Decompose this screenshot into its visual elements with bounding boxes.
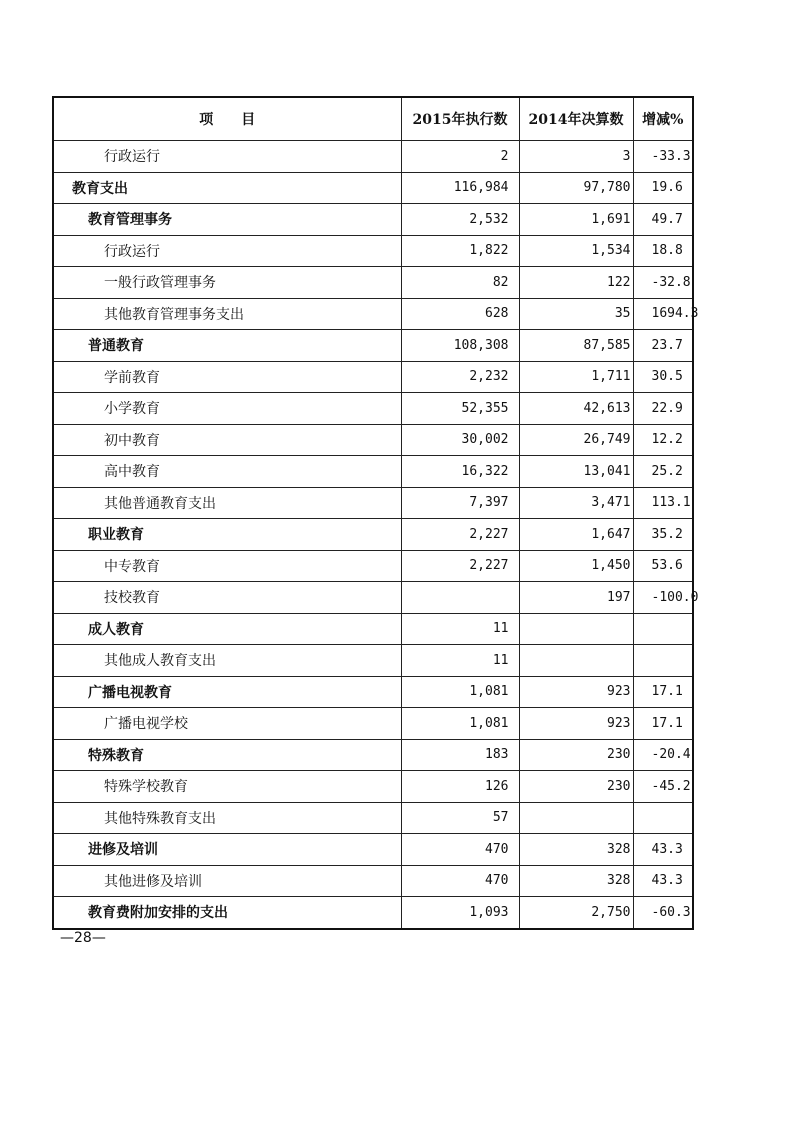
budget-table-container (52, 96, 699, 930)
row-final-2014: 35 (519, 298, 633, 330)
row-exec-2015: 470 (401, 865, 519, 897)
row-final-2014: 3 (519, 141, 633, 173)
table-row (53, 298, 693, 330)
row-item-name: 中专教育 (53, 550, 401, 582)
row-item-name: 初中教育 (53, 424, 401, 456)
table-row (53, 865, 693, 897)
header-final-2014: 2014年决算数 (519, 97, 633, 141)
table-row (53, 771, 693, 803)
row-item-name: 成人教育 (53, 613, 401, 645)
row-final-2014: 87,585 (519, 330, 633, 362)
row-exec-2015: 2,227 (401, 519, 519, 551)
row-final-2014: 230 (519, 739, 633, 771)
row-final-2014: 42,613 (519, 393, 633, 425)
row-change-pct: 19.6 (633, 172, 693, 204)
row-item-name: 特殊教育 (53, 739, 401, 771)
table-row (53, 330, 693, 362)
row-final-2014: 97,780 (519, 172, 633, 204)
table-row (53, 582, 693, 614)
row-item-name: 行政运行 (53, 141, 401, 173)
row-exec-2015: 7,397 (401, 487, 519, 519)
row-item-name: 其他特殊教育支出 (53, 802, 401, 834)
row-exec-2015: 11 (401, 645, 519, 677)
row-change-pct: -20.4 (633, 739, 693, 771)
row-final-2014: 2,750 (519, 897, 633, 929)
row-final-2014 (519, 802, 633, 834)
table-row (53, 708, 693, 740)
row-exec-2015: 11 (401, 613, 519, 645)
table-row (53, 424, 693, 456)
row-item-name: 广播电视教育 (53, 676, 401, 708)
row-item-name: 职业教育 (53, 519, 401, 551)
row-item-name: 一般行政管理事务 (53, 267, 401, 299)
row-final-2014: 1,534 (519, 235, 633, 267)
row-change-pct (633, 613, 693, 645)
row-exec-2015: 108,308 (401, 330, 519, 362)
row-exec-2015: 1,093 (401, 897, 519, 929)
row-item-name: 进修及培训 (53, 834, 401, 866)
row-exec-2015: 52,355 (401, 393, 519, 425)
table-row (53, 267, 693, 299)
header-exec-2015: 2015年执行数 (401, 97, 519, 141)
row-item-name: 学前教育 (53, 361, 401, 393)
row-final-2014: 197 (519, 582, 633, 614)
row-exec-2015: 57 (401, 802, 519, 834)
row-final-2014: 26,749 (519, 424, 633, 456)
row-change-pct: -32.8 (633, 267, 693, 299)
row-change-pct: 25.2 (633, 456, 693, 488)
row-final-2014: 13,041 (519, 456, 633, 488)
row-item-name: 其他普通教育支出 (53, 487, 401, 519)
row-item-name: 广播电视学校 (53, 708, 401, 740)
table-row (53, 172, 693, 204)
row-change-pct: 17.1 (633, 708, 693, 740)
row-final-2014 (519, 645, 633, 677)
row-final-2014: 923 (519, 676, 633, 708)
row-change-pct: 53.6 (633, 550, 693, 582)
row-exec-2015: 628 (401, 298, 519, 330)
row-exec-2015: 2,232 (401, 361, 519, 393)
row-change-pct: 113.1 (633, 487, 693, 519)
row-item-name: 技校教育 (53, 582, 401, 614)
row-change-pct: -60.3 (633, 897, 693, 929)
row-exec-2015: 16,322 (401, 456, 519, 488)
row-change-pct: 23.7 (633, 330, 693, 362)
table-row (53, 739, 693, 771)
row-exec-2015: 2,532 (401, 204, 519, 236)
table-body (53, 141, 699, 929)
row-change-pct: 43.3 (633, 834, 693, 866)
row-item-name: 教育支出 (53, 172, 401, 204)
row-change-pct (633, 645, 693, 677)
table-row (53, 393, 693, 425)
table-row (53, 204, 693, 236)
budget-table (52, 96, 699, 930)
row-final-2014: 122 (519, 267, 633, 299)
row-change-pct: 43.3 (633, 865, 693, 897)
row-change-pct: 17.1 (633, 676, 693, 708)
row-item-name: 普通教育 (53, 330, 401, 362)
row-change-pct: 30.5 (633, 361, 693, 393)
row-item-name: 教育管理事务 (53, 204, 401, 236)
table-row (53, 676, 693, 708)
table-row (53, 897, 693, 929)
table-row (53, 613, 693, 645)
table-row (53, 141, 693, 173)
table-row (53, 834, 693, 866)
row-item-name: 其他进修及培训 (53, 865, 401, 897)
row-change-pct: 49.7 (633, 204, 693, 236)
table-row (53, 456, 693, 488)
table-row (53, 519, 693, 551)
row-final-2014: 328 (519, 865, 633, 897)
row-final-2014: 1,691 (519, 204, 633, 236)
row-final-2014: 3,471 (519, 487, 633, 519)
row-final-2014: 328 (519, 834, 633, 866)
table-row (53, 802, 693, 834)
row-change-pct: 1694.3 (633, 298, 693, 330)
row-final-2014 (519, 613, 633, 645)
row-exec-2015: 2 (401, 141, 519, 173)
row-change-pct: 35.2 (633, 519, 693, 551)
row-exec-2015: 183 (401, 739, 519, 771)
row-item-name: 其他成人教育支出 (53, 645, 401, 677)
table-row (53, 645, 693, 677)
row-final-2014: 1,647 (519, 519, 633, 551)
table-row (53, 235, 693, 267)
row-change-pct: -33.3 (633, 141, 693, 173)
row-exec-2015: 1,081 (401, 708, 519, 740)
row-exec-2015: 30,002 (401, 424, 519, 456)
row-exec-2015: 2,227 (401, 550, 519, 582)
table-row (53, 550, 693, 582)
row-exec-2015: 82 (401, 267, 519, 299)
row-item-name: 小学教育 (53, 393, 401, 425)
header-item: 项 目 (53, 97, 401, 141)
row-final-2014: 1,711 (519, 361, 633, 393)
row-exec-2015: 1,081 (401, 676, 519, 708)
row-change-pct: 18.8 (633, 235, 693, 267)
row-change-pct: -100.0 (633, 582, 693, 614)
header-change-pct: 增减% (633, 97, 693, 141)
row-change-pct (633, 802, 693, 834)
row-item-name: 高中教育 (53, 456, 401, 488)
row-item-name: 行政运行 (53, 235, 401, 267)
row-exec-2015: 116,984 (401, 172, 519, 204)
page-number: —28— (60, 930, 106, 946)
row-exec-2015: 126 (401, 771, 519, 803)
row-change-pct: 12.2 (633, 424, 693, 456)
row-exec-2015 (401, 582, 519, 614)
row-change-pct: -45.2 (633, 771, 693, 803)
row-exec-2015: 1,822 (401, 235, 519, 267)
row-final-2014: 230 (519, 771, 633, 803)
table-row (53, 361, 693, 393)
row-item-name: 教育费附加安排的支出 (53, 897, 401, 929)
row-exec-2015: 470 (401, 834, 519, 866)
row-item-name: 特殊学校教育 (53, 771, 401, 803)
row-final-2014: 1,450 (519, 550, 633, 582)
row-item-name: 其他教育管理事务支出 (53, 298, 401, 330)
table-header-row (53, 97, 693, 141)
row-change-pct: 22.9 (633, 393, 693, 425)
table-row (53, 487, 693, 519)
row-final-2014: 923 (519, 708, 633, 740)
